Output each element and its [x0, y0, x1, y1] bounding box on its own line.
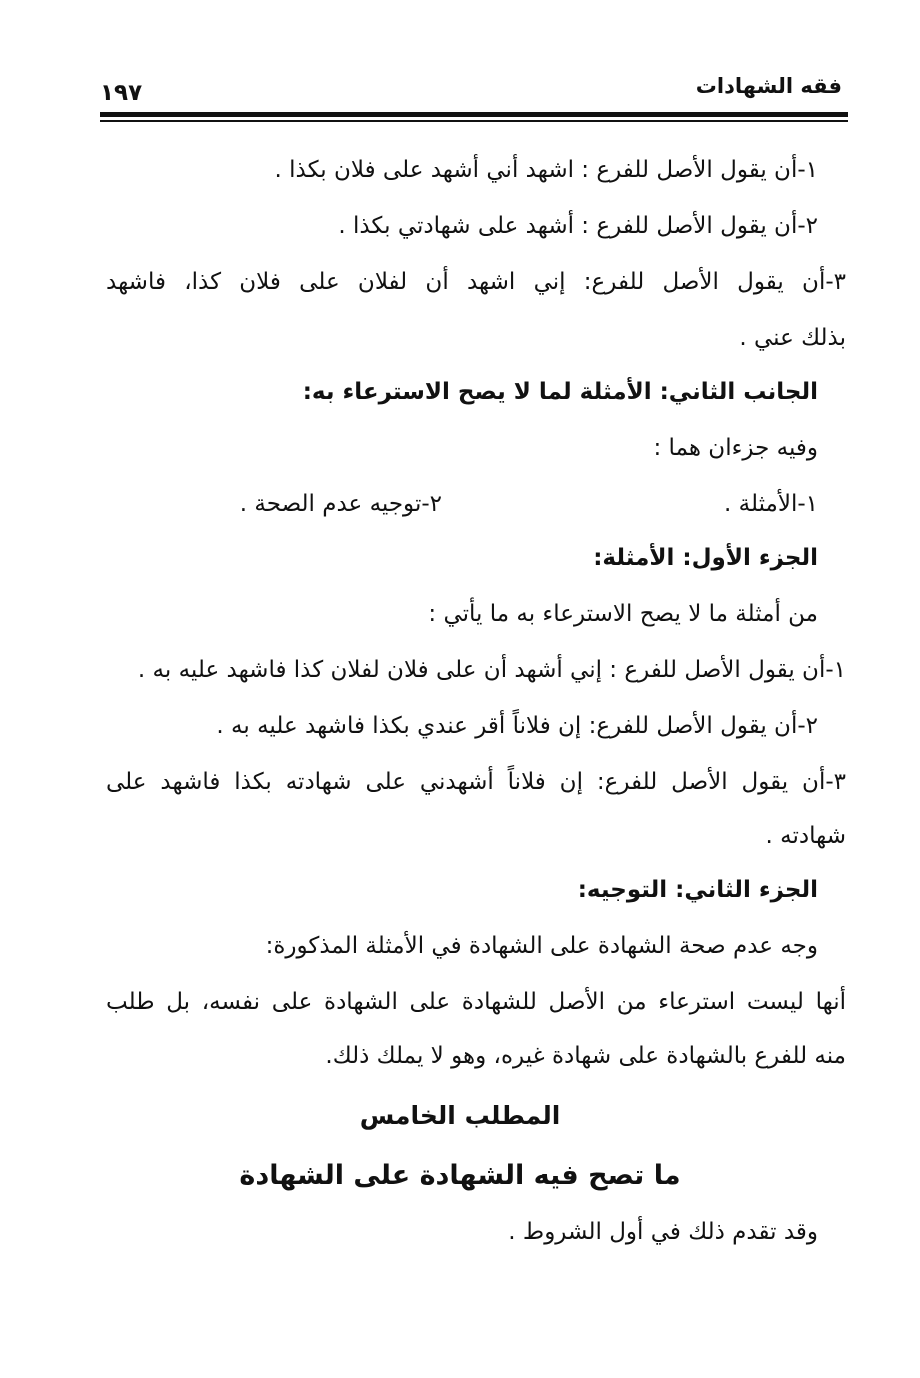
subheading: الجزء الأول: الأمثلة: — [593, 545, 818, 571]
paragraph-line: وقد تقدم ذلك في أول الشروط . — [508, 1219, 818, 1245]
running-header-title: فقه الشهادات — [695, 74, 842, 98]
paragraph-line: ١-أن يقول الأصل للفرع : إني أشهد أن على فلان لفلان كذا فاشهد عليه به . — [137, 657, 846, 683]
paragraph-line: ١-أن يقول الأصل للفرع : اشهد أني أشهد على فلان بكذا . — [274, 157, 818, 183]
header-rule-thick — [100, 112, 848, 117]
page-number: ١٩٧ — [100, 80, 143, 106]
paragraph-line: ٢-أن يقول الأصل للفرع: إن فلاناً أقر عندي بكذا فاشهد عليه به . — [216, 713, 818, 739]
section-title: ما تصح فيه الشهادة على الشهادة — [239, 1160, 681, 1191]
paragraph-line: أنها ليست استرعاء من الأصل للشهادة على الشهادة على نفسه، بل طلب — [106, 989, 846, 1015]
list-item: ٢-توجيه عدم الصحة . — [239, 491, 442, 517]
paragraph-line: بذلك عني . — [739, 325, 846, 351]
section-heading: المطلب الخامس — [359, 1101, 561, 1130]
header-rule-thin — [100, 120, 848, 122]
paragraph-line: ٢-أن يقول الأصل للفرع : أشهد على شهادتي بكذا . — [338, 213, 818, 239]
list-item: ١-الأمثلة . — [724, 491, 818, 517]
paragraph-line: شهادته . — [765, 823, 846, 849]
paragraph-line: وفيه جزءان هما : — [653, 435, 818, 461]
paragraph-line: ٣-أن يقول الأصل للفرع: إني اشهد أن لفلان على فلان كذا، فاشهد — [106, 269, 846, 295]
paragraph-line: منه للفرع بالشهادة على شهادة غيره، وهو لا يملك ذلك. — [325, 1043, 846, 1069]
subheading: الجزء الثاني: التوجيه: — [577, 877, 818, 903]
paragraph-line: من أمثلة ما لا يصح الاسترعاء به ما يأتي : — [428, 601, 818, 627]
subheading: الجانب الثاني: الأمثلة لما لا يصح الاسترعاء به: — [302, 379, 818, 405]
paragraph-line: وجه عدم صحة الشهادة على الشهادة في الأمثلة المذكورة: — [265, 933, 818, 959]
paragraph-line: ٣-أن يقول الأصل للفرع: إن فلاناً أشهدني على شهادته بكذا فاشهد على — [106, 769, 846, 795]
